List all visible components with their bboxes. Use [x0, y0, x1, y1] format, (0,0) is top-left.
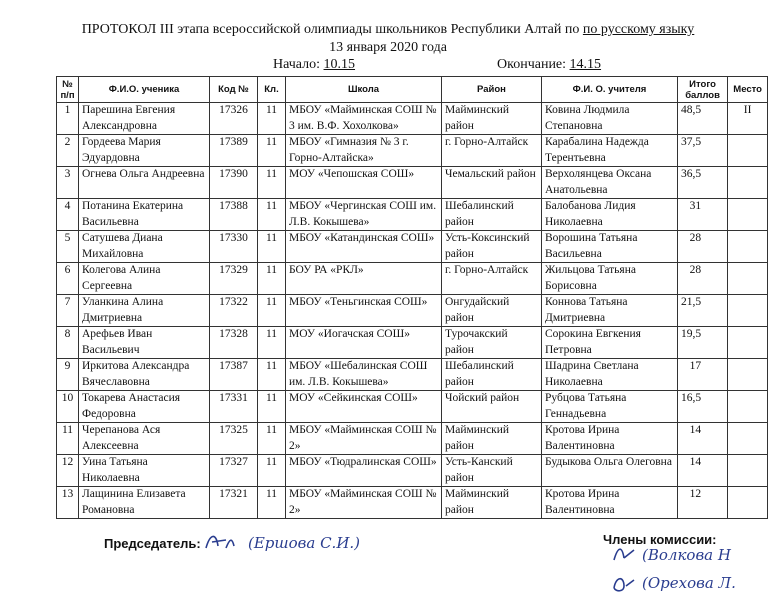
cell-place [728, 487, 768, 519]
cell-school: МБОУ «Катандинская СОШ» [286, 231, 442, 263]
title-text: ПРОТОКОЛ III этапа всероссийской олимпиады школьников Республики Алтай по [81, 22, 583, 37]
cell-num: 3 [57, 167, 79, 199]
cell-place [728, 199, 768, 231]
cell-grade: 11 [258, 423, 286, 455]
member1-signature-text: (Волкова Н [642, 546, 731, 564]
cell-district: г. Горно-Алтайск [442, 135, 542, 167]
table-row [57, 423, 768, 455]
cell-district: Майминский район [442, 103, 542, 135]
cell-teacher: Жильцова Татьяна Борисовна [542, 263, 678, 295]
cell-grade: 11 [258, 455, 286, 487]
end-time [497, 57, 601, 73]
cell-name: Гордеева Мария Эдуардовна [79, 135, 210, 167]
cell-teacher: Сорокина Евгкения Петровна [542, 327, 678, 359]
col-name: Ф.И.О. ученика [79, 77, 210, 103]
cell-school: МБОУ «Майминская СОШ № 2» [286, 487, 442, 519]
cell-name: Иркитова Александра Вячеславовна [79, 359, 210, 391]
cell-teacher: Коннова Татьяна Дмитриевна [542, 295, 678, 327]
protocol-date: 13 января 2020 года [329, 40, 447, 55]
cell-num: 9 [57, 359, 79, 391]
cell-grade: 11 [258, 263, 286, 295]
start-time [273, 57, 355, 73]
cell-name: Уина Татьяна Николаевна [79, 455, 210, 487]
table-row [57, 231, 768, 263]
cell-place [728, 327, 768, 359]
cell-school: МБОУ «Шебалинская СОШ им. Л.В. Кокышева» [286, 359, 442, 391]
cell-grade: 11 [258, 103, 286, 135]
cell-name: Токарева Анастасия Федоровна [79, 391, 210, 423]
protocol-title [0, 22, 776, 38]
cell-score: 16,5 [678, 391, 728, 423]
cell-school: МБОУ «Гимназия № 3 г. Горно-Алтайска» [286, 135, 442, 167]
cell-school: МБОУ «Тюдралинская СОШ» [286, 455, 442, 487]
cell-district: Усть-Коксинский район [442, 231, 542, 263]
cell-grade: 11 [258, 327, 286, 359]
cell-num: 6 [57, 263, 79, 295]
cell-score: 19,5 [678, 327, 728, 359]
cell-school: МОУ «Чепошская СОШ» [286, 167, 442, 199]
cell-school: МОУ «Иогачская СОШ» [286, 327, 442, 359]
cell-score: 14 [678, 455, 728, 487]
col-district: Район [442, 77, 542, 103]
cell-district: г. Горно-Алтайск [442, 263, 542, 295]
table-row [57, 103, 768, 135]
subject-text: по русскому языку [582, 22, 695, 37]
col-grade: Кл. [258, 77, 286, 103]
cell-school: МОУ «Сейкинская СОШ» [286, 391, 442, 423]
table-row [57, 135, 768, 167]
results-table [56, 76, 768, 519]
table-row [57, 199, 768, 231]
cell-code: 17326 [210, 103, 258, 135]
cell-district: Онгудайский район [442, 295, 542, 327]
cell-teacher: Шадрина Светлана Николаевна [542, 359, 678, 391]
cell-grade: 11 [258, 231, 286, 263]
cell-teacher: Верхолянцева Оксана Анатольевна [542, 167, 678, 199]
cell-num: 8 [57, 327, 79, 359]
cell-code: 17389 [210, 135, 258, 167]
cell-code: 17387 [210, 359, 258, 391]
cell-code: 17321 [210, 487, 258, 519]
col-teacher: Ф.И. О. учителя [542, 77, 678, 103]
cell-num: 2 [57, 135, 79, 167]
cell-grade: 11 [258, 167, 286, 199]
cell-teacher: Карабалина Надежда Терентьевна [542, 135, 678, 167]
cell-name: Лащинина Елизавета Романовна [79, 487, 210, 519]
table-row [57, 455, 768, 487]
cell-code: 17328 [210, 327, 258, 359]
cell-code: 17331 [210, 391, 258, 423]
col-num: № п/п [57, 77, 79, 103]
cell-name: Уланкина Алина Дмитриевна [79, 295, 210, 327]
cell-name: Арефьев Иван Васильевич [79, 327, 210, 359]
cell-teacher: Ковина Людмила Степановна [542, 103, 678, 135]
cell-score: 31 [678, 199, 728, 231]
member1-signature [610, 540, 776, 568]
table-header-row [57, 77, 768, 103]
cell-name: Колегова Алина Сергеевна [79, 263, 210, 295]
table-row [57, 359, 768, 391]
members-label: Члены комиссии: [603, 532, 717, 547]
cell-name: Парешина Евгения Александровна [79, 103, 210, 135]
cell-score: 28 [678, 231, 728, 263]
cell-grade: 11 [258, 295, 286, 327]
cell-teacher: Ворошина Татьяна Васильевна [542, 231, 678, 263]
cell-teacher: Кротова Ирина Валентиновна [542, 487, 678, 519]
cell-place [728, 423, 768, 455]
cell-code: 17329 [210, 263, 258, 295]
cell-teacher: Кротова Ирина Валентиновна [542, 423, 678, 455]
cell-score: 12 [678, 487, 728, 519]
col-code: Код № [210, 77, 258, 103]
cell-school: МБОУ «Чергинская СОШ им. Л.В. Кокышева» [286, 199, 442, 231]
member2-signature-text: (Орехова Л. [642, 574, 736, 592]
cell-teacher: Будыкова Ольга Олеговна [542, 455, 678, 487]
cell-school: МБОУ «Майминская СОШ № 2» [286, 423, 442, 455]
cell-place [728, 263, 768, 295]
chair-label: Председатель: [104, 536, 201, 551]
table-row [57, 391, 768, 423]
cell-school: МБОУ «Майминская СОШ № 3 им. В.Ф. Хохолкова» [286, 103, 442, 135]
cell-place [728, 295, 768, 327]
cell-num: 10 [57, 391, 79, 423]
cell-name: Черепанова Ася Алексеевна [79, 423, 210, 455]
end-label: Окончание: [497, 57, 570, 72]
cell-district: Шебалинский район [442, 359, 542, 391]
cell-score: 14 [678, 423, 728, 455]
cell-code: 17330 [210, 231, 258, 263]
cell-place [728, 359, 768, 391]
table-row [57, 295, 768, 327]
cell-name: Потанина Екатерина Васильевна [79, 199, 210, 231]
cell-score: 28 [678, 263, 728, 295]
cell-score: 37,5 [678, 135, 728, 167]
cell-code: 17388 [210, 199, 258, 231]
cell-district: Майминский район [442, 423, 542, 455]
col-score: Итого баллов [678, 77, 728, 103]
cell-name: Огнева Ольга Андреевна [79, 167, 210, 199]
start-value: 10.15 [323, 57, 356, 72]
cell-num: 5 [57, 231, 79, 263]
table-row [57, 167, 768, 199]
cell-grade: 11 [258, 135, 286, 167]
cell-district: Чойский район [442, 391, 542, 423]
cell-num: 11 [57, 423, 79, 455]
cell-code: 17325 [210, 423, 258, 455]
table-row [57, 263, 768, 295]
cell-district: Шебалинский район [442, 199, 542, 231]
cell-grade: 11 [258, 391, 286, 423]
cell-name: Сатушева Диана Михайловна [79, 231, 210, 263]
cell-teacher: Балобанова Лидия Николаевна [542, 199, 678, 231]
cell-num: 13 [57, 487, 79, 519]
cell-district: Чемальский район [442, 167, 542, 199]
cell-num: 4 [57, 199, 79, 231]
cell-code: 17322 [210, 295, 258, 327]
col-school: Школа [286, 77, 442, 103]
cell-code: 17327 [210, 455, 258, 487]
cell-grade: 11 [258, 199, 286, 231]
cell-num: 7 [57, 295, 79, 327]
cell-place [728, 391, 768, 423]
start-label: Начало: [273, 57, 324, 72]
cell-school: МБОУ «Теньгинская СОШ» [286, 295, 442, 327]
col-place: Место [728, 77, 768, 103]
cell-grade: 11 [258, 487, 286, 519]
cell-score: 48,5 [678, 103, 728, 135]
cell-num: 1 [57, 103, 79, 135]
cell-place [728, 455, 768, 487]
table-row [57, 327, 768, 359]
cell-score: 36,5 [678, 167, 728, 199]
cell-score: 17 [678, 359, 728, 391]
cell-score: 21,5 [678, 295, 728, 327]
cell-teacher: Рубцова Татьяна Геннадьевна [542, 391, 678, 423]
cell-district: Турочакский район [442, 327, 542, 359]
member2-signature [610, 568, 776, 598]
cell-district: Майминский район [442, 487, 542, 519]
cell-num: 12 [57, 455, 79, 487]
cell-place [728, 167, 768, 199]
cell-place [728, 231, 768, 263]
cell-place: II [728, 103, 768, 135]
cell-grade: 11 [258, 359, 286, 391]
cell-school: БОУ РА «РКЛ» [286, 263, 442, 295]
cell-district: Усть-Канский район [442, 455, 542, 487]
cell-place [728, 135, 768, 167]
chair-signature-text: (Ершова С.И.) [248, 534, 361, 552]
cell-code: 17390 [210, 167, 258, 199]
chair-signature [196, 524, 376, 558]
end-value: 14.15 [569, 57, 602, 72]
table-row [57, 487, 768, 519]
